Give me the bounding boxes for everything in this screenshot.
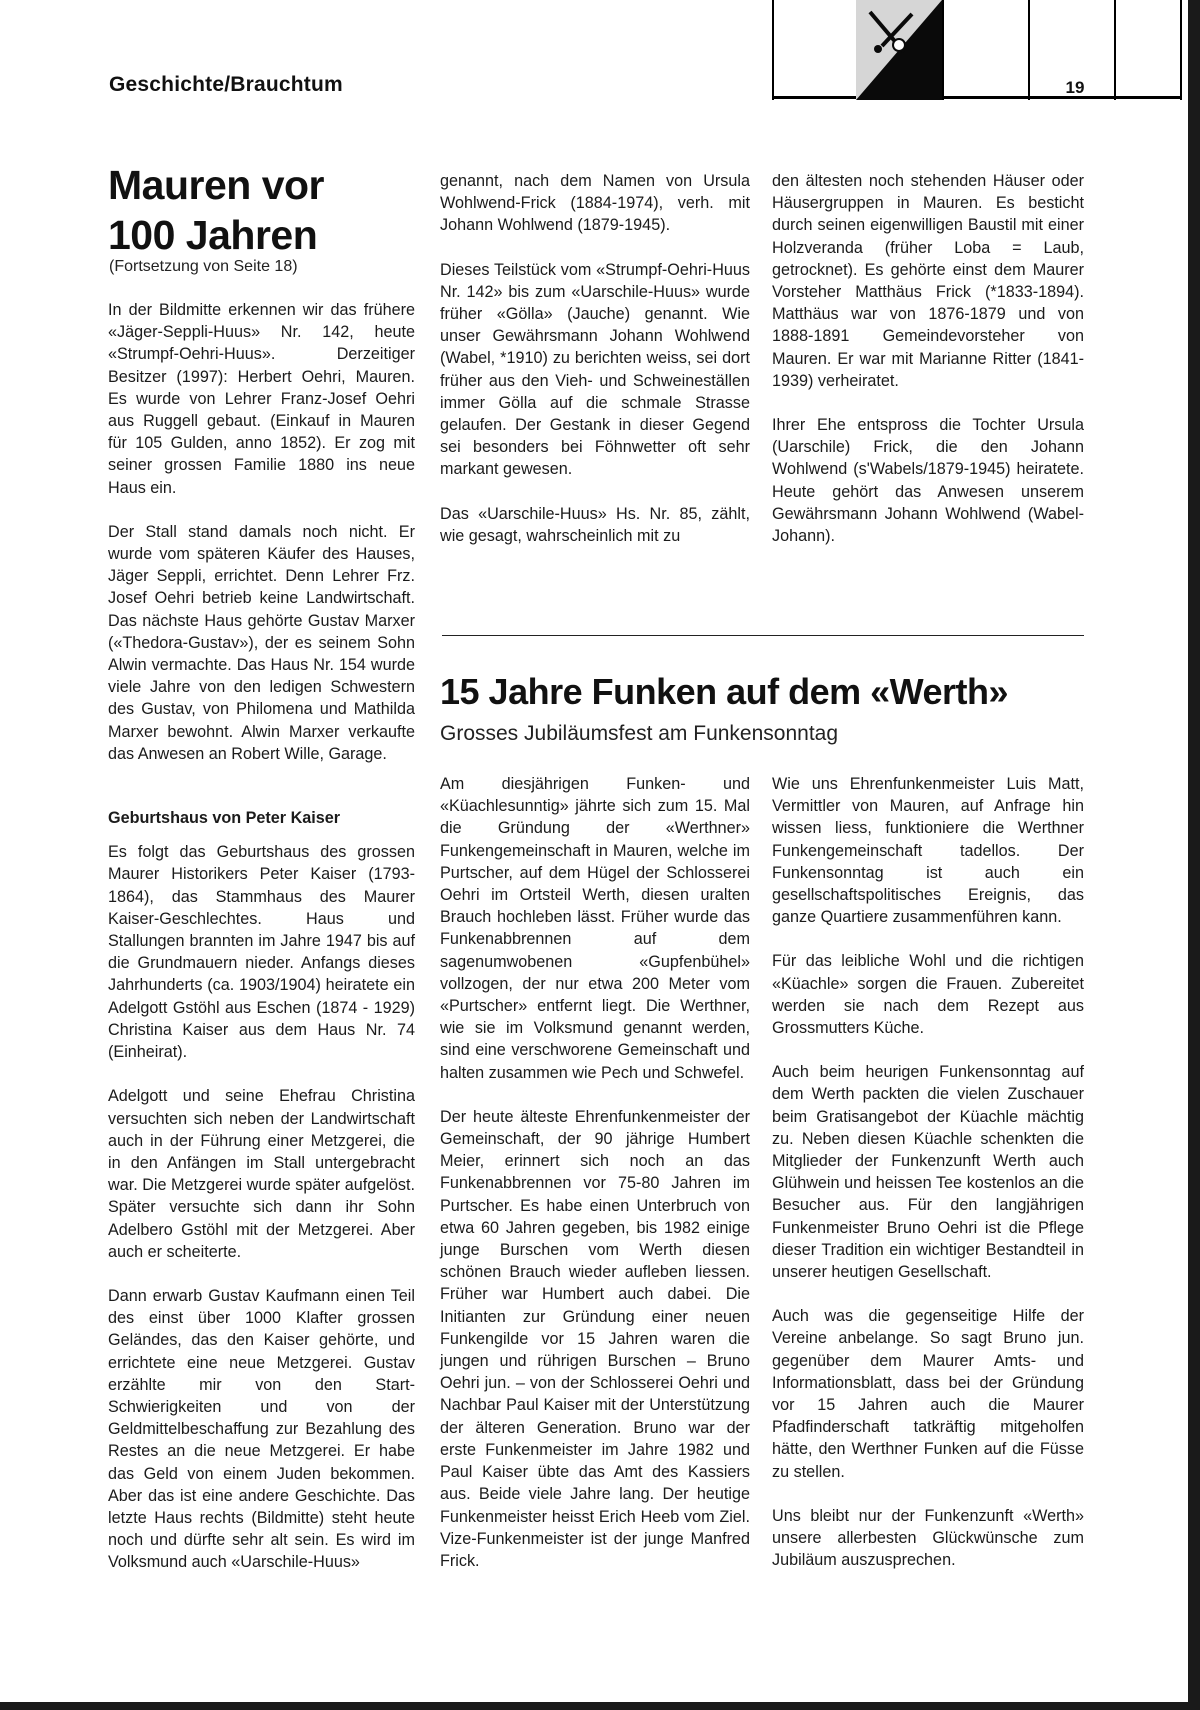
article1-title-line1: Mauren vor [108,162,324,208]
paragraph: Adelgott und seine Ehefrau Christina versuchten sich neben der Landwirtschaft auch in der Führung einer Metzgerei, die in den Anfängen im Stall untergebracht war. Die Metzgerei wurde später aufgelöst. Später versuchte sich dann ihr Sohn Adelbero Gstöhl mit der Metzgerei. Aber auch er scheiterte. [108,1087,415,1261]
paragraph: Uns bleibt nur der Funkenzunft «Werth» unsere allerbesten Glückwünsche zum Jubiläum auszusprechen. [772,1506,1084,1570]
header-box [944,0,1030,100]
paragraph: Am diesjährigen Funken- und «Küachlesunntig» jährte sich zum 15. Mal die Gründung der «Werthner» Funkengemeinschaft in Mauren, welche im Purtscher, auf dem Hügel der Schlosserei Oehri im Ortsteil Werth, diesen uralten Brauch hochleben lässt. Früher wurde das Funkenabbrennen auf dem sagenumwobenen «Gupfenbühel» vollzogen, der nur etwa 200 Meter vom «Purtscher» entfernt liegt. Die Werthner, wie sie im Volksmund genannt werden, sind eine verschworene Gemeinschaft und halten zusammen wie Pech und Schwefel. [440,775,750,1082]
paragraph: Auch beim heurigen Funkensonntag auf dem Werth packten die vielen Zuschauer beim Gratisangebot der Küachle mächtig zu. Neben diesen Küachle schenkten die Mitglieder der Funkenzunft Werth auch Glühwein und heissen Tee kostenlos an die Besucher aus. Für den langjährigen Funkenmeister Bruno Oehri ist die Pflege dieser Tradition ein wichtiger Bestandteil in unserer heutigen Gesellschaft. [772,1063,1084,1282]
article2-title: 15 Jahre Funken auf dem «Werth» [440,671,1009,712]
paragraph: In der Bildmitte erkennen wir das frühere «Jäger-Seppli-Huus» Nr. 142, heute «Strumpf-Oehri-Huus». Derzeitiger Besitzer (1997): Herbert Oehri, Mauren. Es wurde von Lehrer Franz-Josef Oehri aus Ruggell gebaut. (Einkauf in Mauren für 105 Gulden, anno 1852). Er zog mit seiner grossen Familie 1880 ins neue Haus ein. [108,301,415,497]
paragraph: Der heute älteste Ehrenfunkenmeister der Gemeinschaft, der 90 jährige Humbert Meier, erinnert sich noch an das Funkenabbrennen vor 75-80 Jahren im Purtscher. Es habe einen Unterbruch von etwa 60 Jahren gegeben, bis 1982 einige junge Burschen vom Werth diesen schönen Brauch wieder aufleben liessen. Früher war Humbert auch dabei. Die Initianten zur Gründung einer neuen Funkengilde vor 15 Jahren waren die jungen und rührigen Burschen – Bruno Oehri jun. – von der Schlosserei Oehri und Nachbar Paul Kaiser mit der Unterstützung der älteren Generation. Bruno war der erste Funkenmeister im Jahre 1982 und Paul Kaiser übte das Amt des Kassiers aus. Beide viele Jahre lang. Der heutige Funkenmeister heisst Erich Heeb vom Ziel. Vize-Funkenmeister ist der junge Manfred Frick. [440,1107,750,1570]
continuation-note: (Fortsetzung von Seite 18) [109,258,298,275]
article1-column-2 [440,170,750,569]
paragraph: Das «Uarschile-Huus» Hs. Nr. 85, zählt, wie gesagt, wahrscheinlich mit zu [440,504,750,545]
paragraph: genannt, nach dem Namen von Ursula Wohlwend-Frick (1884-1974), verh. mit Johann Wohlwend (1879-1945). [440,172,750,235]
paragraph: Für das leibliche Wohl und die richtigen «Küachle» sorgen die Frauen. Zubereitet werden sie nach dem Rezept aus Grossmutters Küche. [772,952,1084,1038]
article1-column-3 [772,170,1084,569]
paragraph: Der Stall stand damals noch nicht. Er wurde vom späteren Käufer des Hauses, Jäger Seppli, errichtet. Denn Lehrer Frz. Josef Oehri betrieb keine Landwirtschaft. Das nächste Haus gehörte Gustav Marxer («Thedora-Gustav»), der es seinem Sohn Alwin vermachte. Das Haus Nr. 154 wurde viele Jahre von den ledigen Schwestern des Gustav, von Philomena und Mathilda Marxer bewohnt. Alwin Marxer verkaufte das Anwesen an Robert Wille, Garage. [108,522,415,763]
section-label: Geschichte/Brauchtum [109,73,343,96]
article1-title [108,160,324,260]
paragraph: den ältesten noch stehenden Häuser oder Häusergruppen in Mauren. Es besticht durch seinen eigenwilligen Baustil mit einer Holzveranda (früher Loba = Laub, getrocknet). Es gehörte einst dem Maurer Vorsteher Matthäus Frick (*1833-1894). Matthäus war von 1876-1879 und von 1888-1891 Gemeindevorsteher von Mauren. Er war mit Marianne Ritter (1841-1939) verheiratet. [772,172,1084,390]
paragraph: Dann erwarb Gustav Kaufmann einen Teil des einst über 1000 Klafter grossen Geländes, das den Kaiser gehörte, und errichtete eine neue Metzgerei. Gustav erzählte mir von den Start- Schwierigkeiten und von der Geldmittelbeschaffung zur Bezahlung des Restes an die neue Metzgerei. Er habe das Geld von einem Juden bekommen. Aber das ist eine andere Geschichte. Das letzte Haus rechts (Bildmitte) steht heute noch und dürfte sehr alt sein. Es wird im Volksmund auch «Uarschile-Huus» [108,1286,415,1572]
page-number: 19 [1065,78,1085,97]
article2-column-1 [440,773,750,1594]
paragraph: Dieses Teilstück vom «Strumpf-Oehri-Huus Nr. 142» bis zum «Uarschile-Huus» wurde früher «Gölla» (Jauche) genannt. Wie unser Gewährsmann Johann Wohlwend (Wabel, *1910) zu berichten weiss, sei dort früher aus den Vieh- und Schweineställen immer Gölla auf die schmale Strasse gelaufen. Der Gestank in dieser Gegend sei besonders bei Föhnwetter oft sehr markant gewesen. [440,260,750,479]
crossed-tools-icon [856,0,942,100]
paragraph: Auch was die gegenseitige Hilfe der Vereine anbelange. So sagt Bruno jun. gegenüber dem Maurer Amts- und Informationsblatt, dass bei der Gründung vor 15 Jahren auch die Maurer Pfadfinderschaft tatkräftig mitgeholfen hätte, den Werthner Funken auf die Füsse zu stellen. [772,1307,1084,1481]
subheading: Geburtshaus von Peter Kaiser [108,809,341,828]
header-box [1116,0,1182,100]
article2-column-2 [772,773,1084,1594]
paragraph: Wie uns Ehrenfunkenmeister Luis Matt, Vermittler von Mauren, auf Anfrage hin wissen liess, funktioniere die Werthner Funkengemeinschaft tadellos. Der Funkensonntag ist auch ein gesellschaftspolitisches Ereignis, das ganze Quartiere zusammenführen kann. [772,775,1084,927]
header-box [774,0,858,100]
article-divider [442,635,1084,636]
article1-title-line2: 100 Jahren [108,212,318,258]
paragraph: Ihrer Ehe entspross die Tochter Ursula (Uarschile) Frick, die den Johann Wohlwend (s'Wabels/1879-1945) heiratete. Heute gehört das Anwesen unserem Gewährsmann Johann Wohlwend (Wabel-Johann). [772,416,1084,546]
header-boxes [772,0,1182,100]
article2-subtitle: Grosses Jubiläumsfest am Funkensonntag [440,722,839,745]
article1-column-1 [108,299,415,1596]
header-rule [772,96,1180,99]
paragraph: Es folgt das Geburtshaus des grossen Maurer Historikers Peter Kaiser (1793-1864), das Stammhaus des Maurer Kaiser-Geschlechtes. Haus und Stallungen brannten im Jahre 1947 bis auf die Grundmauern nieder. Anfangs dieses Jahrhunderts (ca. 1903/1904) heiratete ein Adelgott Gstöhl aus Eschen (1874 - 1929) Christina Kaiser aus dem Haus Nr. 74 (Einheirat). [108,843,415,1062]
